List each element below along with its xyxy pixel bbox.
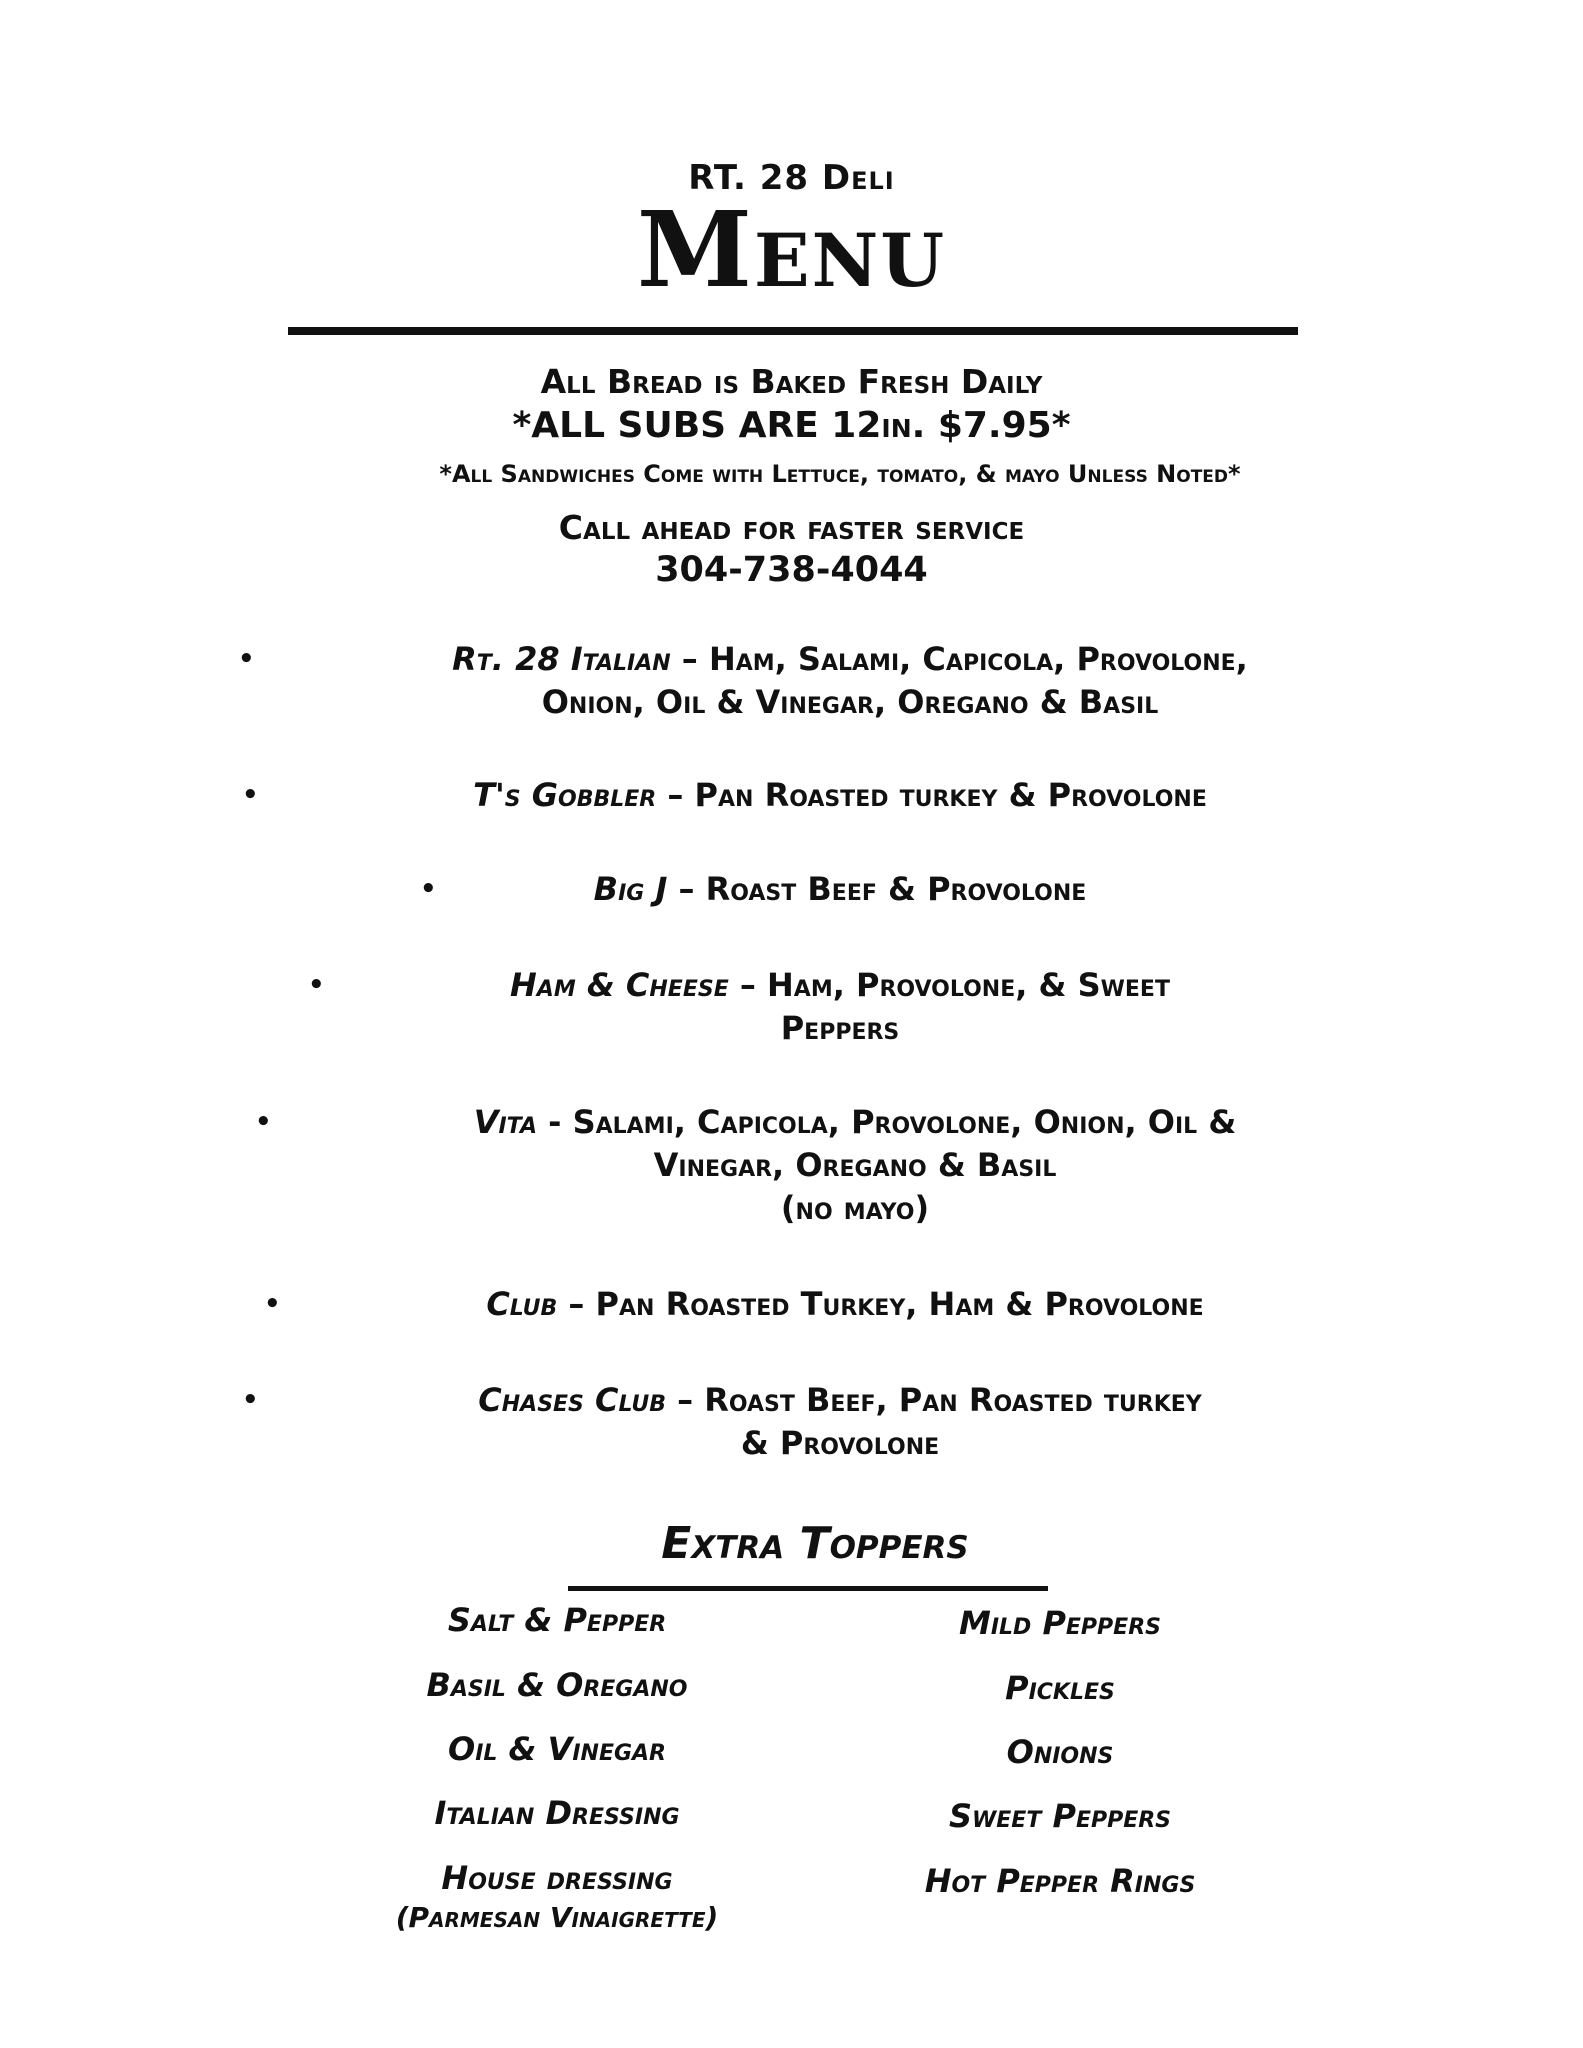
item-description-line3: (no mayo)	[780, 1189, 930, 1227]
item-description-line2: Peppers	[780, 1009, 900, 1047]
bullet-icon: •	[308, 970, 325, 1000]
item-description-line2: Vinegar, Oregano & Basil	[653, 1146, 1057, 1184]
topper-item: House dressing	[441, 1859, 673, 1897]
item-description: Ham, Provolone, & Sweet	[767, 966, 1170, 1004]
item-separator: –	[667, 870, 706, 908]
toppers-divider	[568, 1586, 1048, 1591]
menu-item	[242, 1379, 1370, 1465]
item-separator: –	[557, 1285, 596, 1323]
item-description-line2: & Provolone	[740, 1424, 940, 1462]
item-separator: -	[537, 1103, 573, 1141]
item-name: T's Gobbler	[473, 776, 657, 814]
topper-item: Italian Dressing	[434, 1794, 680, 1832]
item-name: Big J	[593, 870, 668, 908]
item-description: Salami, Capicola, Provolone, Onion, Oil &	[572, 1103, 1237, 1141]
item-name: Rt. 28 Italian	[452, 640, 671, 678]
menu-item	[238, 638, 1400, 724]
item-separator: –	[656, 776, 695, 814]
subs-price-note: *ALL SUBS ARE 12in. $7.95*	[512, 405, 1071, 446]
toppers-title: Extra Toppers	[661, 1518, 969, 1569]
sandwich-toppings-note: *All Sandwiches Come with Lettuce, tomato, & mayo Unless Noted*	[439, 460, 1241, 488]
menu-item	[255, 1101, 1395, 1230]
item-separator: –	[728, 966, 768, 1004]
menu-item	[308, 964, 1310, 1050]
topper-item: Sweet Peppers	[948, 1797, 1172, 1835]
menu-title: Menu	[636, 188, 947, 311]
bullet-icon: •	[264, 1289, 281, 1319]
bullet-icon: •	[242, 1385, 259, 1415]
topper-item: Oil & Vinegar	[447, 1730, 666, 1768]
bullet-icon: •	[238, 644, 255, 674]
topper-item: Salt & Pepper	[447, 1601, 667, 1639]
item-separator: –	[670, 640, 709, 678]
bullet-icon: •	[255, 1107, 272, 1137]
menu-item	[264, 1283, 1370, 1326]
item-description: Roast Beef & Provolone	[705, 870, 1087, 908]
topper-item-note: (Parmesan Vinaigrette)	[395, 1901, 719, 1934]
menu-item	[420, 868, 1200, 911]
item-description: Pan Roasted turkey & Provolone	[694, 776, 1207, 814]
item-separator: –	[665, 1381, 705, 1419]
item-name: Chases Club	[478, 1381, 666, 1419]
topper-item: Pickles	[1005, 1669, 1115, 1707]
topper-item: Basil & Oregano	[426, 1666, 688, 1704]
bullet-icon: •	[420, 874, 437, 904]
item-description: Ham, Salami, Capicola, Provolone,	[708, 640, 1248, 678]
menu-item	[242, 774, 1370, 817]
item-description-line2: Onion, Oil & Vinegar, Oregano & Basil	[541, 683, 1159, 721]
item-name: Vita	[473, 1103, 537, 1141]
item-description: Roast Beef, Pan Roasted turkey	[704, 1381, 1202, 1419]
phone-number: 304-738-4044	[655, 550, 928, 590]
topper-item: Mild Peppers	[959, 1604, 1161, 1642]
item-name: Ham & Cheese	[510, 966, 729, 1004]
topper-item: Hot Pepper Rings	[924, 1862, 1196, 1900]
topper-item: Onions	[1006, 1733, 1114, 1771]
item-name: Club	[486, 1285, 558, 1323]
bread-note: All Bread is Baked Fresh Daily	[540, 362, 1043, 401]
title-divider	[288, 327, 1298, 335]
deli-name: RT. 28 Deli	[688, 158, 895, 198]
call-ahead-note: Call ahead for faster service	[558, 508, 1025, 547]
item-description: Pan Roasted Turkey, Ham & Provolone	[595, 1285, 1204, 1323]
bullet-icon: •	[242, 780, 259, 810]
